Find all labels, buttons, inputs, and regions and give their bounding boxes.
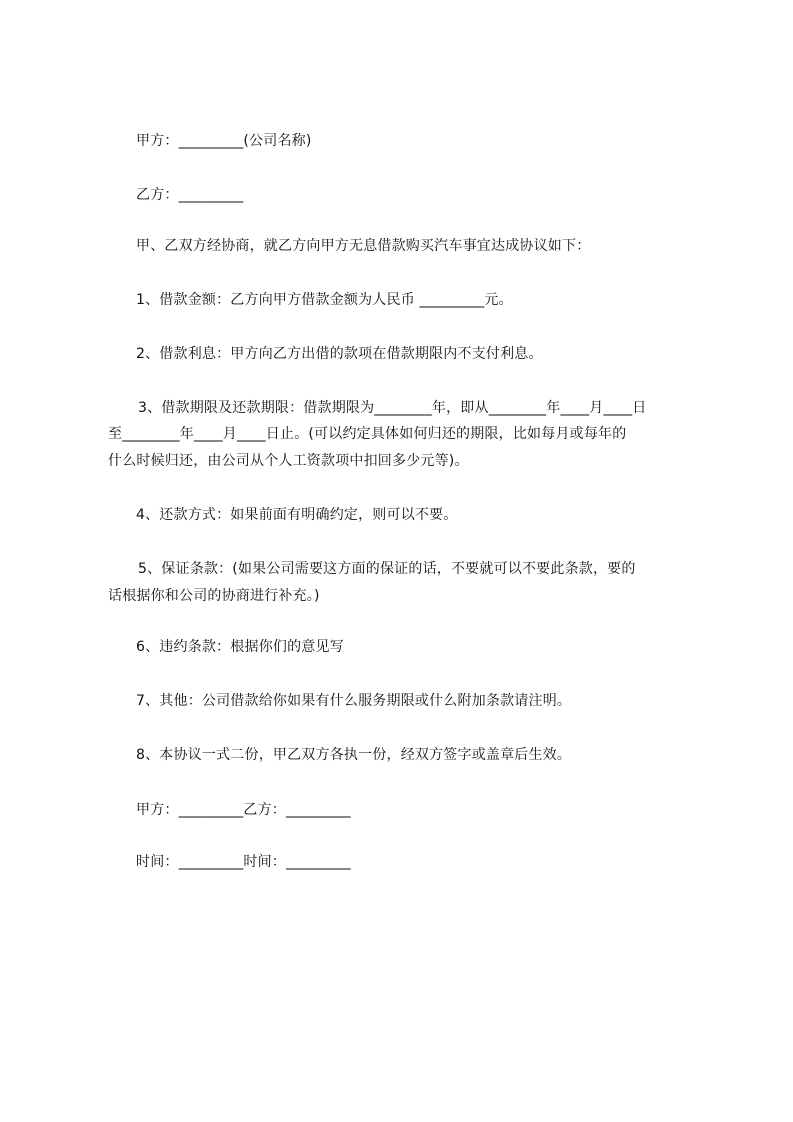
clause-7-other: 7、其他：公司借款给你如果有什么服务期限或什么附加条款请注明。 — [136, 693, 572, 709]
party-b-line: 乙方：_________ — [136, 187, 244, 203]
party-a-line: 甲方：_________(公司名称) — [136, 133, 312, 149]
clause-5-guarantee-line-2: 话根据你和公司的协商进行补充。) — [108, 588, 320, 604]
clause-2-interest: 2、借款利息：甲方向乙方出借的款项在借款期限内不支付利息。 — [136, 346, 543, 362]
clause-6-breach: 6、违约条款：根据你们的意见写 — [136, 639, 344, 655]
clause-3-term-line-3: 什么时候归还，由公司从个人工资款项中扣回多少元等)。 — [108, 453, 469, 469]
clause-4-repayment: 4、还款方式：如果前面有明确约定，则可以不要。 — [136, 507, 458, 523]
signature-line: 甲方：_________乙方：_________ — [136, 802, 351, 818]
clause-3-term-line-2: 至________年____月____日止。(可以约定具体如何归还的期限，比如每月或每年的 — [108, 426, 627, 442]
clause-1-loan-amount: 1、借款金额：乙方向甲方借款金额为人民币 _________元。 — [136, 292, 513, 308]
clause-3-term-line-1: 3、借款期限及还款期限：借款期限为________年，即从________年____月____日 — [138, 400, 647, 416]
clause-8-effect: 8、本协议一式二份，甲乙双方各执一份，经双方签字或盖章后生效。 — [136, 747, 572, 763]
agreement-intro: 甲、乙双方经协商，就乙方向甲方无息借款购买汽车事宜达成协议如下： — [136, 238, 591, 254]
date-line: 时间：_________时间：_________ — [136, 854, 351, 870]
clause-5-guarantee-line-1: 5、保证条款：(如果公司需要这方面的保证的话，不要就可以不要此条款，要的 — [138, 561, 636, 577]
